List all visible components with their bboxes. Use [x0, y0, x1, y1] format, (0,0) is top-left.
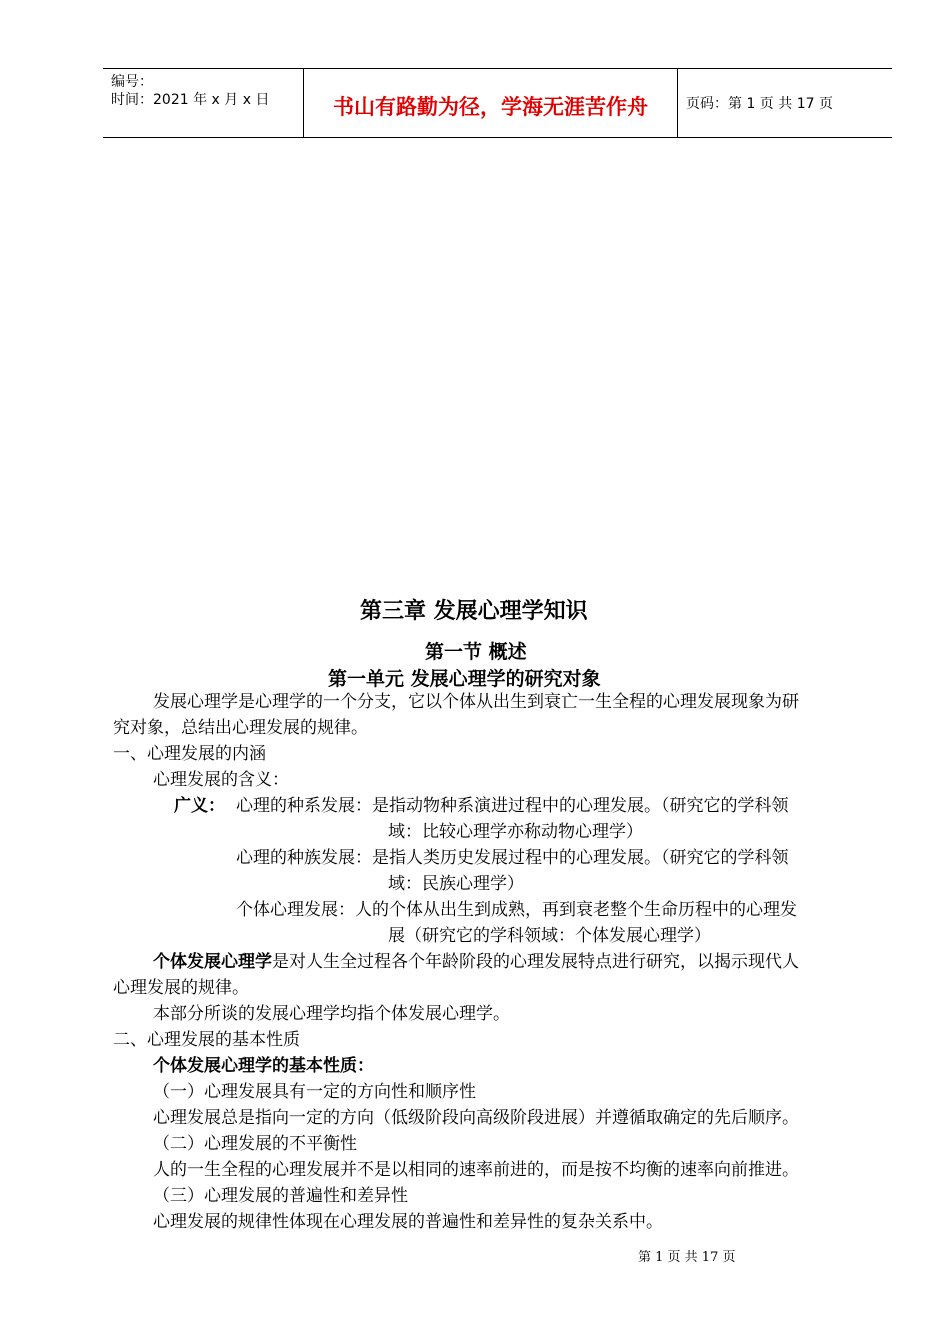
document-header	[103, 68, 892, 138]
species-line-1: 心理的种系发展：是指动物种系演进过程中的心理发展。（研究它的学科领	[236, 796, 789, 816]
header-info-cell	[103, 69, 304, 137]
item2-title: （二）心理发展的不平衡性	[153, 1134, 357, 1154]
ethnic-line-2: 域：民族心理学）	[388, 874, 524, 894]
item1-text: 心理发展总是指向一定的方向（低级阶段向高级阶段进展）并遵循取确定的先后顺序。	[153, 1108, 799, 1128]
item3-title: （三）心理发展的普遍性和差异性	[153, 1186, 408, 1206]
time-label: 时间：2021 年 x 月 x 日	[111, 92, 270, 108]
part2-heading: 二、心理发展的基本性质	[113, 1030, 300, 1050]
intro-line-1: 发展心理学是心理学的一个分支，它以个体从出生到衰亡一生全程的心理发展现象为研	[153, 692, 799, 712]
species-line-2: 域：比较心理学亦称动物心理学）	[388, 822, 643, 842]
definition-line-2: 心理发展的规律。	[113, 978, 249, 998]
definition-text: 是对人生全过程各个年龄阶段的心理发展特点进行研究，以揭示现代人	[272, 952, 799, 972]
page-footer: 第 1 页 共 17 页	[638, 1250, 736, 1265]
item2-text: 人的一生全程的心理发展并不是以相同的速率前进的，而是按不均衡的速率向前推进。	[153, 1160, 799, 1180]
definition-line-1	[153, 950, 799, 974]
header-page-cell	[678, 69, 892, 137]
part2-subheading: 个体发展心理学的基本性质：	[153, 1056, 374, 1076]
definition-term: 个体发展心理学	[153, 952, 272, 972]
ethnic-line-1: 心理的种族发展：是指人类历史发展过程中的心理发展。（研究它的学科领	[236, 848, 789, 868]
unit-title: 第一单元 发展心理学的研究对象	[328, 668, 601, 690]
intro-line-2: 究对象，总结出心理发展的规律。	[113, 718, 368, 738]
individual-line-1: 个体心理发展：人的个体从出生到成熟，再到衰老整个生命历程中的心理发	[236, 900, 797, 920]
page-label: 页码：第 1 页 共 17 页	[686, 96, 833, 112]
part1-heading: 一、心理发展的内涵	[113, 744, 266, 764]
item3-text: 心理发展的规律性体现在心理发展的普遍性和差异性的复杂关系中。	[153, 1212, 663, 1232]
number-label: 编号：	[111, 74, 153, 90]
header-motto-cell	[304, 69, 678, 137]
item1-title: （一）心理发展具有一定的方向性和顺序性	[153, 1082, 476, 1102]
scope-note: 本部分所谈的发展心理学均指个体发展心理学。	[153, 1004, 510, 1024]
broad-label: 广义：	[174, 796, 225, 816]
chapter-title: 第三章 发展心理学知识	[360, 599, 588, 624]
motto-text: 书山有路勤为径，学海无涯苦作舟	[333, 95, 648, 119]
section-title: 第一节 概述	[425, 641, 527, 663]
individual-line-2: 展（研究它的学科领域：个体发展心理学）	[388, 926, 711, 946]
meaning-label: 心理发展的含义：	[153, 770, 289, 790]
